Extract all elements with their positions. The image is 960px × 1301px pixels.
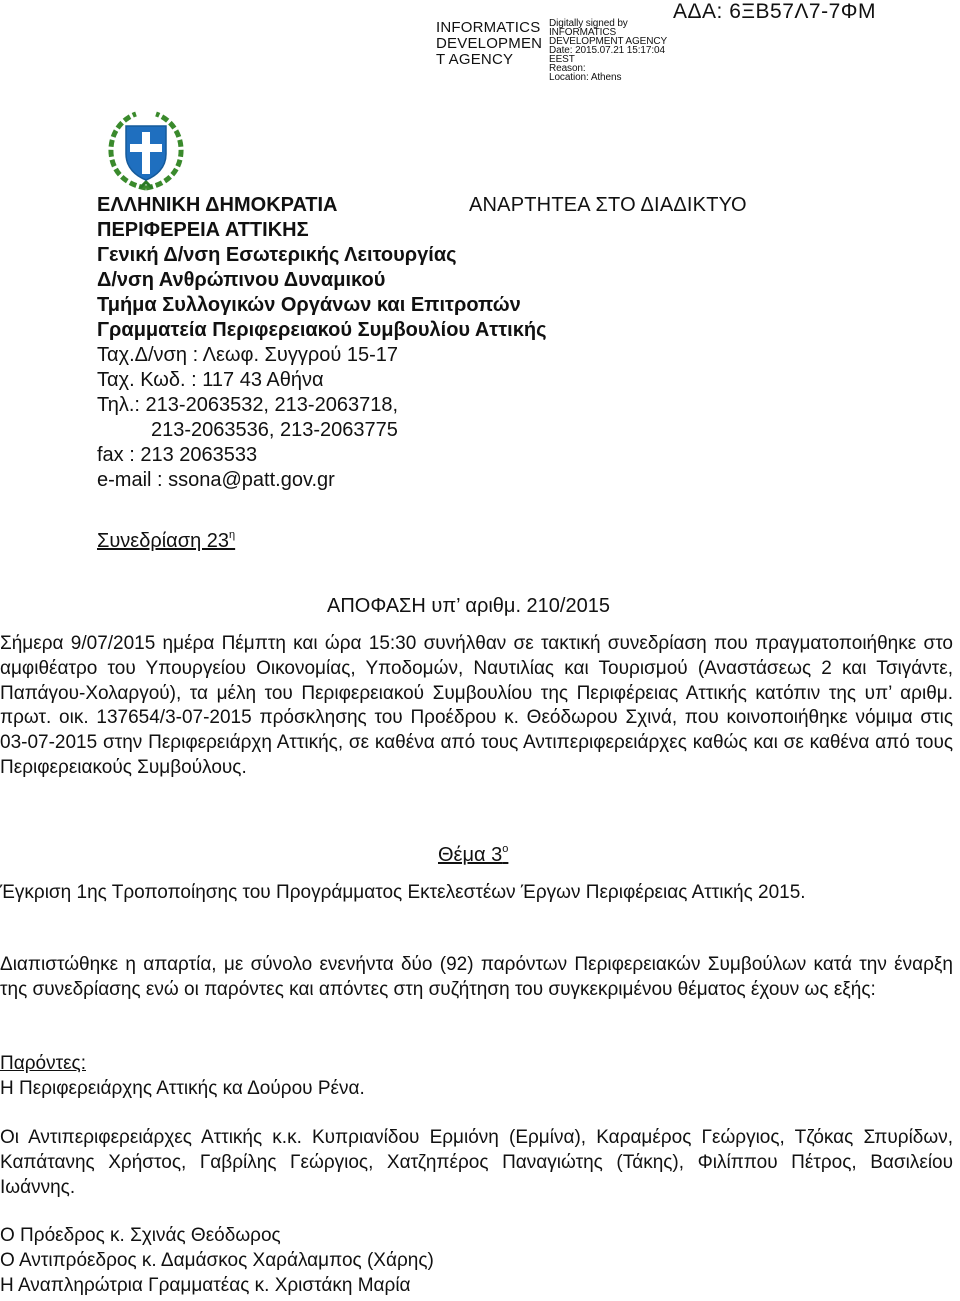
ada-code: ΑΔΑ: 6ΞΒ57Λ7-7ΦΜ: [673, 0, 877, 23]
intro-paragraph: Σήμερα 9/07/2015 ημέρα Πέμπτη και ώρα 15:30 συνήλθαν σε τακτική συνεδρίαση που πραγματοποιήθηκε στο αμφιθέατρο του Υπουργείου Οικονομίας, Υποδομών, Ναυτιλίας και Τουρισμού (Αναστάσεως 2 και Τσιγάντε, Παπάγου-Χολαργού), τα μέλη του Περιφερειακού Συμβουλίου της Περιφέρειας Αττικής κατόπιν της υπ’ αριθμ. πρωτ. οικ. 137654/3-07-2015 πρόσκλησης του Προέδρου κ. Θεόδωρου Σχινά, που κοινοποιήθηκε νόμιμα στις 03-07-2015 στην Περιφερειάρχη Αττικής, σε καθένα από τους Αντιπεριφερειάρχες καθώς και σε καθένα από τους Περιφερειακούς Συμβούλους.: [0, 633, 953, 778]
secretariat: Γραμματεία Περιφερειακού Συμβουλίου Αττικής: [97, 319, 547, 341]
subject-number: Θέμα $3^o$: [438, 843, 509, 866]
signature-line: Date: 2015.07.21 15:17:04: [549, 45, 665, 56]
signature-line: EEST: [549, 54, 575, 65]
deputy-secretary-line: Η Αναπληρώτρια Γραμματέας κ. Χριστάκη Μαρία: [0, 1275, 411, 1296]
phone-line-1: Τηλ.: 213-2063532, 213-2063718,: [97, 394, 398, 416]
session-number: Συνεδρίαση $23^\eta$: [97, 529, 236, 552]
online-posting-notice: ΑΝΑΡΤΗΤΕΑ ΣΤΟ ΔΙΑΔΙΚΤΥΟ: [469, 194, 747, 216]
signature-organization: INFORMATICS DEVELOPMENT AGENCY: [436, 19, 543, 68]
fax-line: fax : 213 2063533: [97, 444, 258, 466]
deputies-paragraph: Οι Αντιπεριφερειάρχες Αττικής κ.κ. Κυπριανίδου Ερμιόνη (Ερμίνα), Καραμέρος Γεώργιος, Τζόκας Σπυρίδων, Καπάτανης Χρήστος, Γαβρίλης Γεώργιος, Χατζηπέρος Παναγιώτης (Τάκης), Φιλίππου Πέτρος, Βασιλείου Ιωάννης.: [0, 1127, 953, 1198]
directorate: Δ/νση Ανθρώπινου Δυναμικού: [97, 269, 386, 291]
quorum-paragraph: Διαπιστώθηκε η απαρτία, με σύνολο ενενήντα δύο (92) παρόντων Περιφερειακών Συμβούλων κατά την έναρξη της συνεδρίασης ενώ οι παρόντες και απόντες στη συζήτηση του συγκεκριμένου θέματος έχουν ως εξής:: [0, 954, 953, 1000]
coat-of-arms-emblem: [104, 110, 188, 192]
signature-details: [549, 19, 667, 82]
signature-line: INFORMATICS: [549, 27, 617, 38]
signature-line: Location: Athens: [549, 72, 622, 83]
president-line: Ο Πρόεδρος κ. Σχινάς Θεόδωρος: [0, 1225, 281, 1246]
phone-line-2: 213-2063536, 213-2063775: [151, 419, 398, 441]
email-line: e-mail : ssona@patt.gov.gr: [97, 469, 335, 491]
postal-code-line: Ταχ. Κωδ. : 117 43 Αθήνα: [97, 369, 324, 391]
signature-line: Digitally signed by: [549, 18, 628, 29]
republic-title: ΕΛΛΗΝΙΚΗ ΔΗΜΟΚΡΑΤΙΑ: [97, 194, 338, 216]
regional-governor: Η Περιφερειάρχης Αττικής κα Δούρου Ρένα.: [0, 1078, 365, 1099]
department: Τμήμα Συλλογικών Οργάνων και Επιτροπών: [97, 294, 521, 316]
region-title: ΠΕΡΙΦΕΡΕΙΑ ΑΤΤΙΚΗΣ: [97, 219, 309, 241]
signature-line: Reason:: [549, 63, 586, 74]
vice-president-line: Ο Αντιπρόεδρος κ. Δαμάσκος Χαράλαμπος (Χάρης): [0, 1250, 434, 1271]
signature-line: DEVELOPMENT AGENCY: [549, 36, 668, 47]
decision-number: ΑΠΟΦΑΣΗ υπ’ αριθμ. 210/2015: [327, 595, 610, 617]
subject-title: Έγκριση 1ης Τροποποίησης του Προγράμματος Εκτελεστέων Έργων Περιφέρειας Αττικής 2015.: [0, 882, 806, 903]
present-label: Παρόντες:: [0, 1053, 86, 1074]
address-line: Ταχ.Δ/νση : Λεωφ. Συγγρού 15-17: [97, 344, 399, 366]
general-directorate: Γενική Δ/νση Εσωτερικής Λειτουργίας: [97, 244, 457, 266]
